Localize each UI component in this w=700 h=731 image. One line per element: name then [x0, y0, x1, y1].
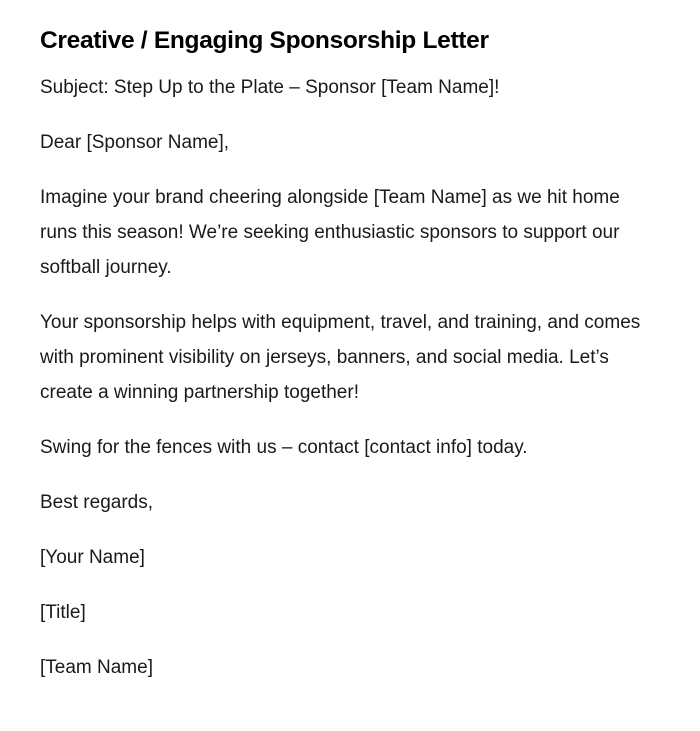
letter-closing: Best regards, [40, 492, 153, 513]
signature-team: [Team Name] [40, 657, 153, 678]
signature-name: [Your Name] [40, 547, 145, 568]
letter-paragraph-intro: Imagine your brand cheering alongside [Team Name] as we hit home runs this season! We’re seeking enthusiastic sponsors to support our softball journey. [40, 187, 620, 278]
letter-paragraph-call-to-action: Swing for the fences with us – contact [contact info] today. [40, 437, 528, 458]
letter-title: Creative / Engaging Sponsorship Letter [40, 27, 489, 54]
letter-subject: Subject: Step Up to the Plate – Sponsor [Team Name]! [40, 77, 500, 98]
letter-paragraph-benefits: Your sponsorship helps with equipment, travel, and training, and comes with prominent visibility on jerseys, banners, and social media. Let’s create a winning partnership together! [40, 312, 641, 403]
letter-salutation: Dear [Sponsor Name], [40, 132, 230, 153]
signature-title: [Title] [40, 602, 86, 623]
